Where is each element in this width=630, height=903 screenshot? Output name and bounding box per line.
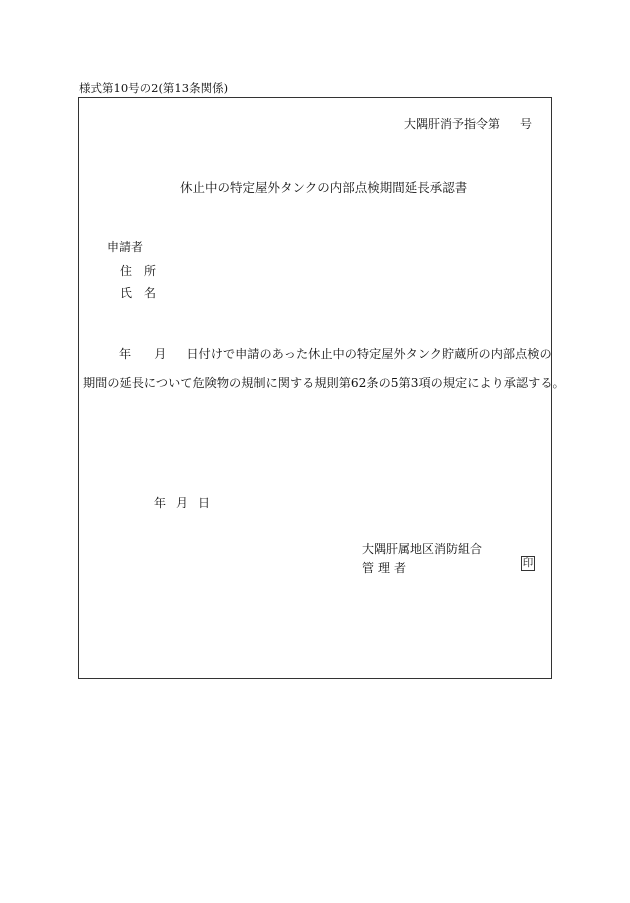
body-month: 月 — [154, 347, 167, 361]
body-text-line-2: 期間の延長について危険物の規制に関する規則第62条の5第3項の規定により承認する。 — [83, 376, 565, 390]
applicant-name-label: 氏 名 — [120, 286, 157, 300]
seal-box: 印 — [522, 557, 534, 569]
applicant-address-label: 住 所 — [120, 264, 157, 278]
body-text-line-1 — [119, 345, 552, 362]
form-number-label: 様式第10号の2(第13条関係) — [79, 81, 229, 95]
issue-date-day: 日 — [198, 496, 211, 510]
issue-date-month: 月 — [176, 496, 189, 510]
applicant-heading: 申請者 — [107, 240, 144, 254]
issuer-organization: 大隅肝属地区消防組合 — [362, 542, 483, 556]
issuer-manager-label: 管理者 — [362, 561, 411, 575]
document-number — [404, 115, 532, 132]
document-title: 休止中の特定屋外タンクの内部点検期間延長承認書 — [180, 180, 468, 195]
issue-date-year: 年 — [154, 496, 167, 510]
body-line-1-text: 日付けで申請のあった休止中の特定屋外タンク貯蔵所の内部点検の — [186, 347, 552, 361]
body-year: 年 — [119, 347, 132, 361]
issue-date — [154, 494, 210, 511]
document-number-prefix: 大隅肝消予指令第 — [404, 117, 501, 131]
document-number-suffix: 号 — [520, 117, 533, 131]
